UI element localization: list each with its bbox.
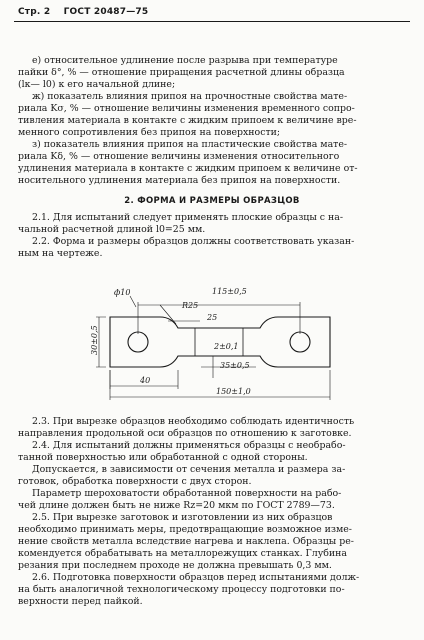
text-line: риала Kσ, % — отношение величины изменения временного сопро- [18, 103, 355, 114]
text-line: Параметр шероховатости обработанной поверхности на рабо- [32, 488, 342, 499]
dim-label: 30±0,5 [90, 325, 99, 355]
text-line: танной поверхностью или обработанной с одной стороны. [18, 452, 308, 463]
text-line: ным на чертеже. [18, 248, 103, 259]
text-line: резания при последнем проходе не должна превышать 0,3 мм. [18, 560, 332, 571]
text-line: ж) показатель влияния припоя на прочностные свойства мате- [32, 91, 348, 102]
text-line: 2.5. При вырезке заготовок и изготовлении из них образцов [32, 512, 333, 523]
text-line: готовок, обработка поверхности с двух сторон. [18, 476, 252, 487]
text-line: 2.6. Подготовка поверхности образцов перед испытаниями долж- [32, 572, 360, 583]
dim-label: 2±0,1 [214, 342, 239, 351]
page-header [18, 7, 158, 17]
text-line: пайки δ°, % — отношение приращения расчетной длины образца [18, 67, 345, 78]
dim-label: R25 [182, 301, 199, 310]
text-line: (lк— l0) к его начальной длине; [18, 79, 176, 90]
dim-label: 115±0,5 [212, 287, 247, 296]
text-line: 2.3. При вырезке образцов необходимо соблюдать идентичность [32, 416, 355, 427]
text-line: на быть аналогичной технологическому процессу подготовки по- [18, 584, 345, 595]
procedures-block [18, 416, 400, 608]
text-line: носительного удлинения материала без припоя на поверхности. [18, 175, 341, 186]
text-line: чальной расчетной длиной l0=25 мм. [18, 224, 206, 235]
text-line: нение свойств металла вследствие нагрева и наклепа. Образцы ре- [18, 536, 354, 547]
text-line: менного сопротивления без припоя на поверхности; [18, 127, 281, 138]
section-intro-block [18, 212, 400, 260]
hole-right [290, 332, 310, 352]
dim-label: 150±1,0 [216, 387, 251, 396]
dim-label: 40 [140, 376, 151, 385]
text-line: риала Kδ, % — отношение величины изменения относительного [18, 151, 340, 162]
definitions-block [18, 55, 400, 187]
text-line: удлинения материала в контакте с жидким припоем к величине от- [18, 163, 358, 174]
dim-label: ф10 [114, 288, 131, 297]
text-line: 2.1. Для испытаний следует применять плоские образцы с на- [32, 212, 344, 223]
hole-left [128, 332, 148, 352]
section-title: 2. ФОРМА И РАЗМЕРЫ ОБРАЗЦОВ [124, 196, 300, 206]
page-number: Стр. 2 [18, 7, 51, 17]
text-line: комендуется обрабатывать на металлорежущих станках. Глубина [18, 548, 347, 559]
text-line: тивления материала в контакте с жидким припоем к величине вре- [18, 115, 357, 126]
dim-label: 35±0,5 [220, 361, 250, 370]
text-line: з) показатель влияния припоя на пластические свойства мате- [32, 139, 348, 150]
text-line: верхности перед пайкой. [18, 596, 143, 607]
text-line: 2.2. Форма и размеры образцов должны соответствовать указан- [32, 236, 355, 247]
standard-code: ГОСТ 20487—75 [63, 7, 149, 17]
specimen-drawing [0, 272, 424, 412]
text-line: направления продольной оси образцов по отношению к заготовке. [18, 428, 352, 439]
dim-label: 25 [207, 313, 218, 322]
text-line: чей длине должен быть не ниже Rz=20 мкм по ГОСТ 2789—73. [18, 500, 335, 511]
text-line: необходимо принимать меры, предотвращающие возможное изме- [18, 524, 352, 535]
text-line: Допускается, в зависимости от сечения металла и размера за- [32, 464, 346, 475]
header-rule [14, 21, 410, 22]
text-line: е) относительное удлинение после разрыва при температуре [32, 55, 338, 66]
text-line: 2.4. Для испытаний должны применяться образцы с необрабо- [32, 440, 346, 451]
